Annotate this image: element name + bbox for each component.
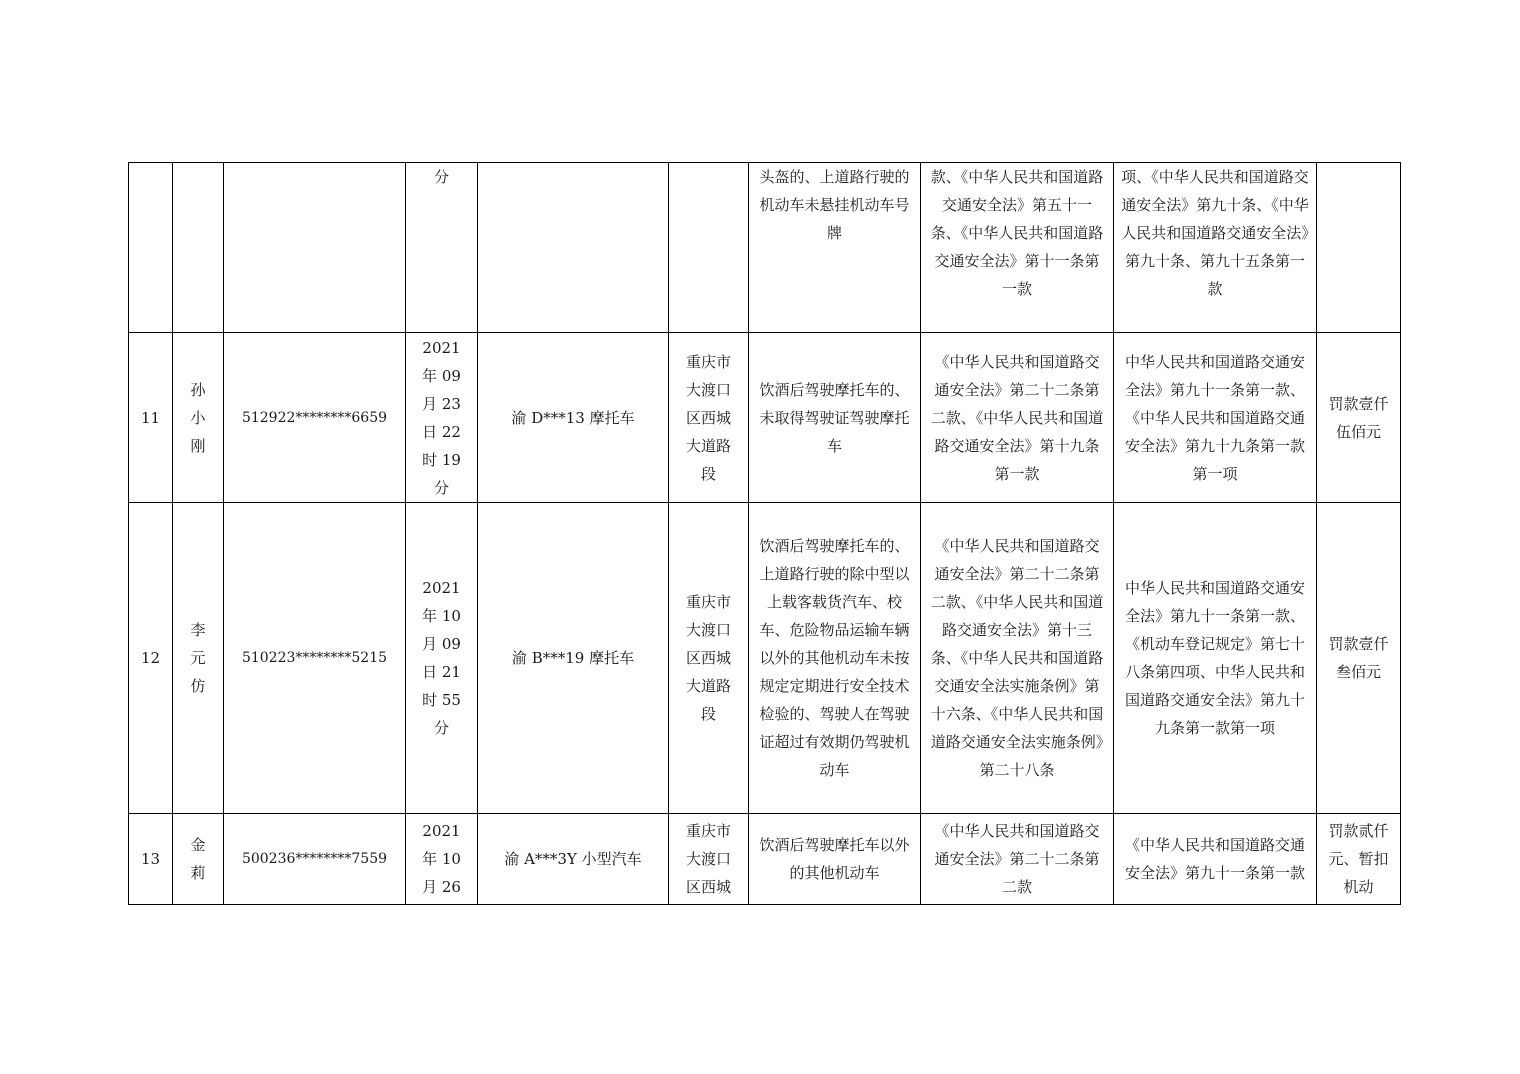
vehicle-cell: 渝 D***13 摩托车 xyxy=(478,333,669,503)
table-row xyxy=(129,163,1401,333)
vehicle-cell xyxy=(478,163,669,333)
penalty-cell: 罚款贰仟元、暂扣机动 xyxy=(1317,814,1401,905)
table-row xyxy=(129,503,1401,814)
id-number-cell: 512922********6659 xyxy=(224,333,406,503)
basis-cell: 《中华人民共和国道路交通安全法》第二十二条第二款、《中华人民共和国道路交通安全法》第十九条第一款 xyxy=(921,333,1114,503)
id-number-cell xyxy=(224,163,406,333)
index-cell: 12 xyxy=(129,503,173,814)
vehicle-cell: 渝 A***3Y 小型汽车 xyxy=(478,814,669,905)
index-cell: 11 xyxy=(129,333,173,503)
time-cell: 分 xyxy=(406,163,478,333)
penalty-basis-cell: 中华人民共和国道路交通安全法》第九十一条第一款、《机动车登记规定》第七十八条第四项、中华人民共和国道路交通安全法》第九十九条第一款第一项 xyxy=(1114,503,1317,814)
location-cell: 重庆市 大渡口 区西城 大道路 段 xyxy=(669,333,749,503)
time-cell: 2021 年 09 月 23 日 22 时 19 分 xyxy=(406,333,478,503)
penalty-cell: 罚款壹仟叁佰元 xyxy=(1317,503,1401,814)
name-cell: 李 元 仿 xyxy=(173,503,224,814)
index-cell: 13 xyxy=(129,814,173,905)
name-cell: 金 莉 xyxy=(173,814,224,905)
time-cell: 2021 年 10 月 09 日 21 时 55 分 xyxy=(406,503,478,814)
name-cell xyxy=(173,163,224,333)
id-number-cell: 500236********7559 xyxy=(224,814,406,905)
vehicle-cell: 渝 B***19 摩托车 xyxy=(478,503,669,814)
basis-cell: 《中华人民共和国道路交通安全法》第二十二条第二款 xyxy=(921,814,1114,905)
violation-cell: 饮酒后驾驶摩托车以外的其他机动车 xyxy=(749,814,921,905)
violations-table xyxy=(128,162,1401,905)
id-number-cell: 510223********5215 xyxy=(224,503,406,814)
penalty-cell xyxy=(1317,163,1401,333)
violation-cell: 饮酒后驾驶摩托车的、未取得驾驶证驾驶摩托车 xyxy=(749,333,921,503)
violation-cell: 头盔的、上道路行驶的机动车未悬挂机动车号牌 xyxy=(749,163,921,333)
penalty-basis-cell: 《中华人民共和国道路交通安全法》第九十一条第一款 xyxy=(1114,814,1317,905)
penalty-basis-cell: 项、《中华人民共和国道路交通安全法》第九十条、《中华人民共和国道路交通安全法》第九十条、第九十五条第一款 xyxy=(1114,163,1317,333)
table-row xyxy=(129,333,1401,503)
index-cell xyxy=(129,163,173,333)
violation-cell: 饮酒后驾驶摩托车的、上道路行驶的除中型以上载客载货汽车、校车、危险物品运输车辆以外的其他机动车未按规定定期进行安全技术检验的、驾驶人在驾驶证超过有效期仍驾驶机动车 xyxy=(749,503,921,814)
location-cell: 重庆市 大渡口 区西城 大道路 段 xyxy=(669,503,749,814)
time-cell: 2021 年 10 月 26 xyxy=(406,814,478,905)
penalty-basis-cell: 中华人民共和国道路交通安全法》第九十一条第一款、《中华人民共和国道路交通安全法》第九十九条第一款第一项 xyxy=(1114,333,1317,503)
location-cell xyxy=(669,163,749,333)
name-cell: 孙 小 刚 xyxy=(173,333,224,503)
basis-cell: 款、《中华人民共和国道路交通安全法》第五十一条、《中华人民共和国道路交通安全法》第十一条第一款 xyxy=(921,163,1114,333)
table-row xyxy=(129,814,1401,905)
penalty-cell: 罚款壹仟伍佰元 xyxy=(1317,333,1401,503)
basis-cell: 《中华人民共和国道路交通安全法》第二十二条第二款、《中华人民共和国道路交通安全法》第十三条、《中华人民共和国道路交通安全法实施条例》第十六条、《中华人民共和国道路交通安全法实施条例》第二十八条 xyxy=(921,503,1114,814)
location-cell: 重庆市 大渡口 区西城 xyxy=(669,814,749,905)
